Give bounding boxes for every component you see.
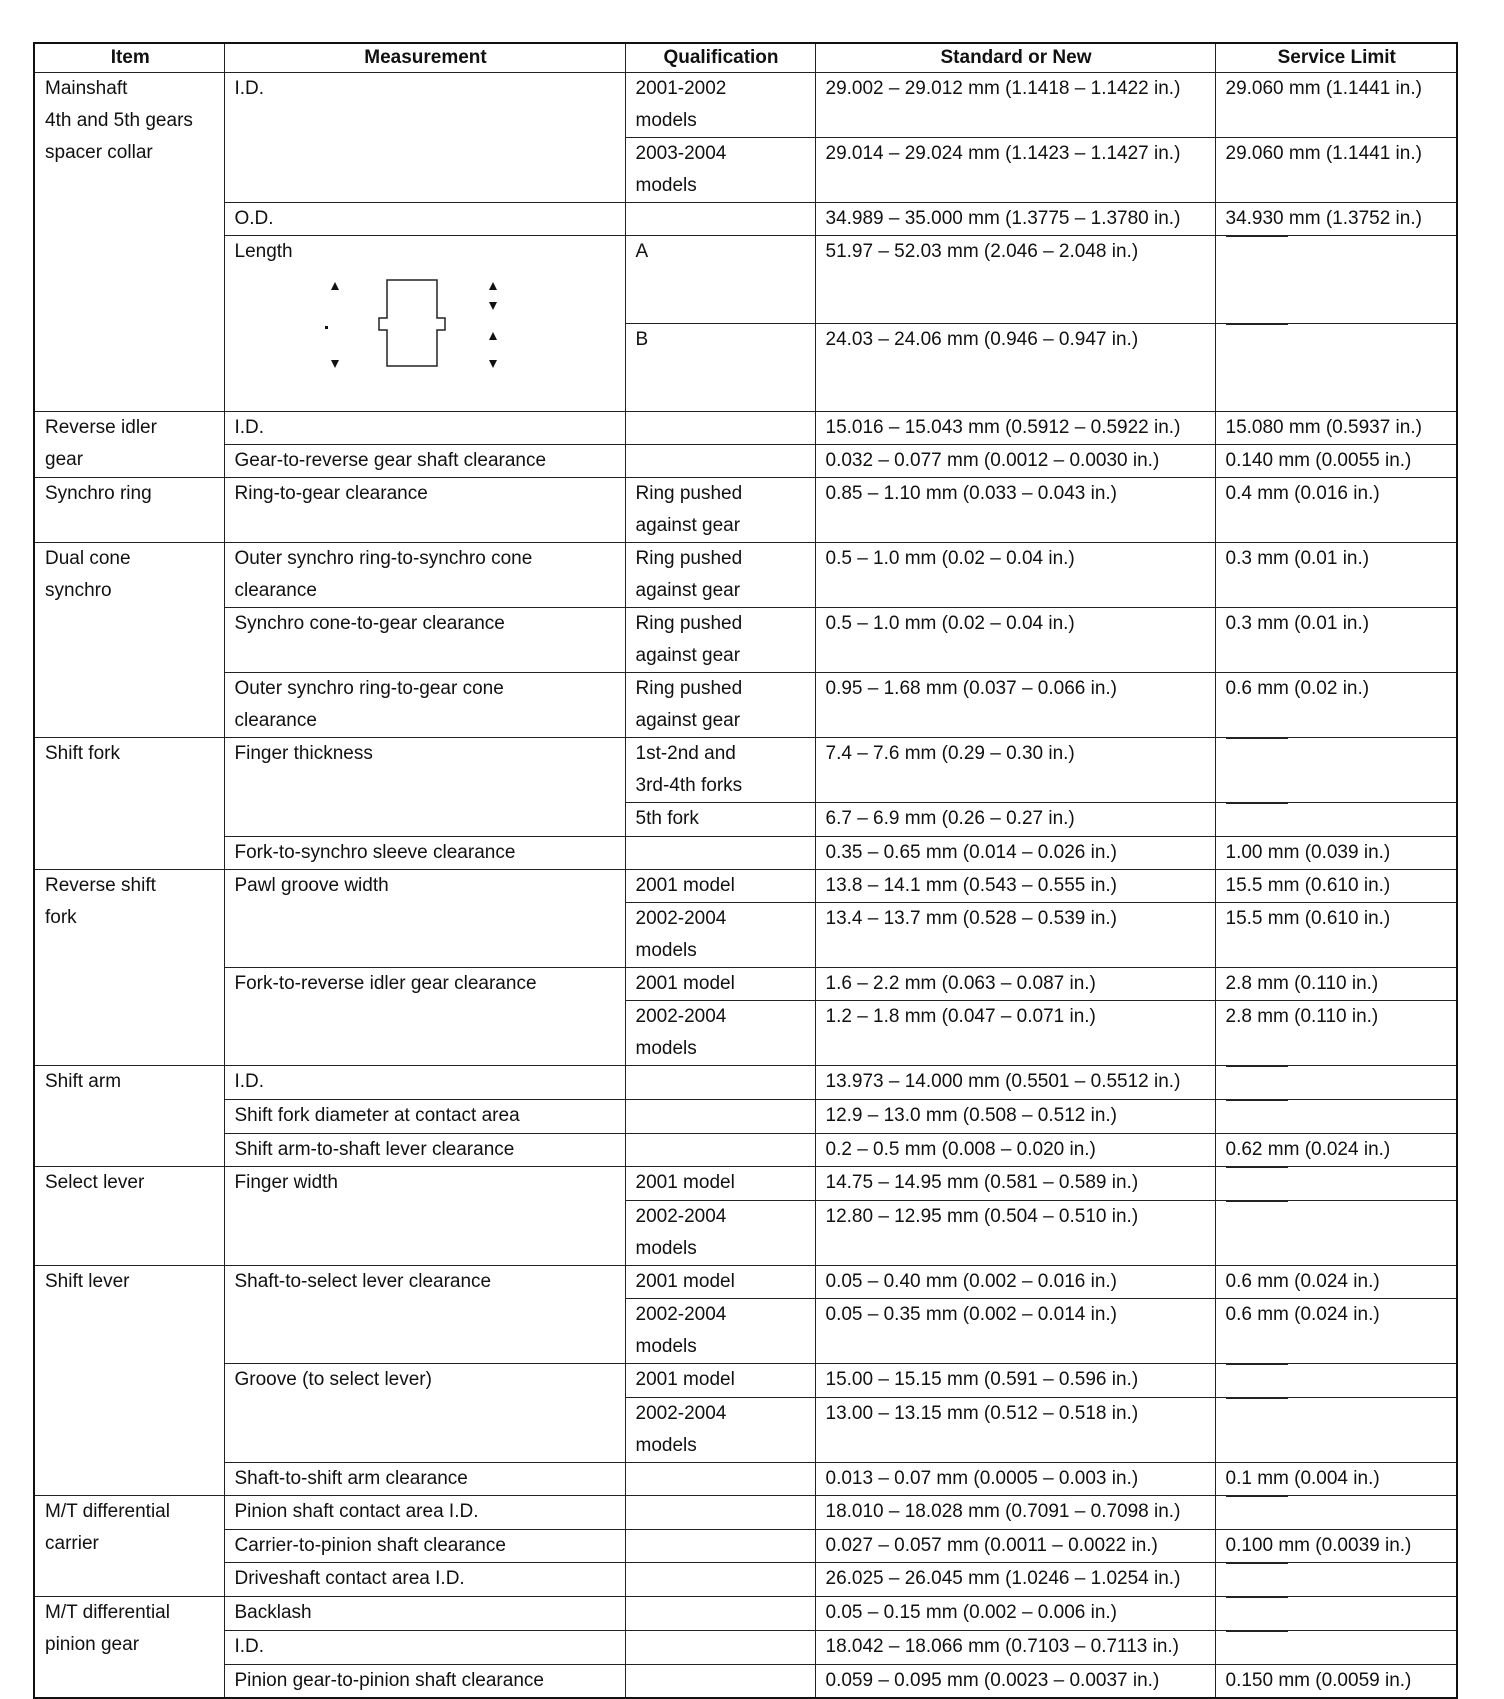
meas-text: Length — [234, 241, 293, 262]
cell-std — [815, 738, 1215, 803]
meas-text: I.D. — [234, 1636, 265, 1657]
table-row — [34, 445, 1457, 478]
table-row — [34, 673, 1457, 738]
std-text: 0.95 – 1.68 mm (0.037 – 0.066 in.) — [825, 678, 1118, 699]
table-row — [34, 412, 1457, 445]
std-text: 13.973 – 14.000 mm (0.5501 – 0.5512 in.) — [825, 1071, 1181, 1092]
cell-std — [815, 1631, 1215, 1665]
lim-text: 2.8 mm (0.110 in.) — [1225, 1006, 1379, 1027]
cell-std — [815, 903, 1215, 968]
lim-text: 0.6 mm (0.02 in.) — [1225, 678, 1370, 699]
table-row — [34, 543, 1457, 608]
cell-std — [815, 412, 1215, 445]
dash-mark — [1226, 803, 1288, 836]
cell-meas — [224, 1134, 625, 1167]
table-row — [34, 1597, 1457, 1631]
std-text: 0.5 – 1.0 mm (0.02 – 0.04 in.) — [825, 613, 1075, 634]
cell-lim — [1215, 1001, 1457, 1066]
cell-lim — [1215, 1100, 1457, 1134]
qual-text: 2003-2004 models — [635, 143, 727, 196]
std-text: 0.05 – 0.15 mm (0.002 – 0.006 in.) — [825, 1602, 1118, 1623]
qual-text: 2002-2004 models — [635, 1006, 727, 1059]
cell-meas — [224, 1496, 625, 1530]
lim-text: 0.140 mm (0.0055 in.) — [1225, 450, 1412, 471]
cell-lim — [1215, 203, 1457, 236]
cell-lim — [1215, 543, 1457, 608]
cell-qual — [625, 203, 815, 236]
cell-qual — [625, 1665, 815, 1699]
cell-item — [34, 478, 224, 543]
dash-mark — [1226, 1398, 1288, 1431]
cell-lim — [1215, 837, 1457, 870]
cell-qual — [625, 1496, 815, 1530]
spec-table — [33, 42, 1458, 1699]
item-text: Shift fork — [45, 743, 120, 764]
cell-meas — [224, 673, 625, 738]
cell-qual — [625, 1066, 815, 1100]
std-text: 29.014 – 29.024 mm (1.1423 – 1.1427 in.) — [825, 143, 1181, 164]
cell-item — [34, 870, 224, 1066]
cell-qual — [625, 543, 815, 608]
collar-diagram-icon — [325, 278, 525, 374]
std-text: 0.5 – 1.0 mm (0.02 – 0.04 in.) — [825, 548, 1075, 569]
cell-lim — [1215, 1463, 1457, 1496]
cell-lim — [1215, 738, 1457, 803]
item-text: Dual cone synchro — [45, 548, 131, 601]
table-row — [34, 1631, 1457, 1665]
cell-std — [815, 445, 1215, 478]
cell-std — [815, 478, 1215, 543]
cell-qual — [625, 1597, 815, 1631]
dash-mark — [1226, 1201, 1288, 1234]
qual-text: Ring pushed against gear — [635, 483, 743, 536]
item-text: Select lever — [45, 1172, 145, 1193]
cell-std — [815, 1167, 1215, 1201]
lim-text: 0.100 mm (0.0039 in.) — [1225, 1535, 1412, 1556]
meas-text: I.D. — [234, 417, 265, 438]
cell-qual — [625, 837, 815, 870]
cell-qual — [625, 1631, 815, 1665]
cell-std — [815, 1563, 1215, 1597]
meas-text: Synchro cone-to-gear clearance — [234, 613, 505, 634]
cell-meas — [224, 543, 625, 608]
cell-qual — [625, 903, 815, 968]
cell-lim — [1215, 1134, 1457, 1167]
cell-lim — [1215, 1496, 1457, 1530]
qual-text: B — [635, 329, 649, 350]
table-row — [34, 1496, 1457, 1530]
cell-std — [815, 203, 1215, 236]
cell-meas — [224, 1530, 625, 1563]
cell-std — [815, 1364, 1215, 1398]
lim-text: 0.4 mm (0.016 in.) — [1225, 483, 1380, 504]
dash-mark — [1226, 1066, 1288, 1099]
std-text: 0.35 – 0.65 mm (0.014 – 0.026 in.) — [825, 842, 1118, 863]
lim-text: 15.080 mm (0.5937 in.) — [1225, 417, 1422, 438]
std-text: 14.75 – 14.95 mm (0.581 – 0.589 in.) — [825, 1172, 1139, 1193]
header-row — [34, 43, 1457, 73]
cell-qual — [625, 324, 815, 412]
std-text: 13.8 – 14.1 mm (0.543 – 0.555 in.) — [825, 875, 1118, 896]
cell-qual — [625, 1463, 815, 1496]
cell-std — [815, 1597, 1215, 1631]
cell-std — [815, 608, 1215, 673]
cell-lim — [1215, 1530, 1457, 1563]
std-text: 1.2 – 1.8 mm (0.047 – 0.071 in.) — [825, 1006, 1096, 1027]
cell-qual — [625, 1299, 815, 1364]
cell-lim — [1215, 608, 1457, 673]
cell-meas — [224, 478, 625, 543]
table-row — [34, 1665, 1457, 1699]
std-text: 0.013 – 0.07 mm (0.0005 – 0.003 in.) — [825, 1468, 1139, 1489]
table-row — [34, 1364, 1457, 1398]
dash-mark — [1226, 1100, 1288, 1133]
cell-lim — [1215, 1266, 1457, 1299]
meas-text: Gear-to-reverse gear shaft clearance — [234, 450, 547, 471]
cell-item — [34, 1496, 224, 1597]
cell-lim — [1215, 412, 1457, 445]
meas-text: Shaft-to-select lever clearance — [234, 1271, 492, 1292]
dash-mark — [1226, 236, 1288, 269]
table-row — [34, 1167, 1457, 1201]
std-text: 0.032 – 0.077 mm (0.0012 – 0.0030 in.) — [825, 450, 1160, 471]
cell-lim — [1215, 1066, 1457, 1100]
cell-lim — [1215, 1398, 1457, 1463]
std-text: 0.05 – 0.35 mm (0.002 – 0.014 in.) — [825, 1304, 1118, 1325]
header-measurement: Measurement — [224, 43, 625, 73]
qual-text: 2002-2004 models — [635, 1206, 727, 1259]
table-row — [34, 968, 1457, 1001]
table-row — [34, 608, 1457, 673]
cell-lim — [1215, 1364, 1457, 1398]
cell-std — [815, 1665, 1215, 1699]
lim-text: 1.00 mm (0.039 in.) — [1225, 842, 1391, 863]
item-text: Mainshaft 4th and 5th gears spacer collar — [45, 78, 193, 163]
std-text: 18.042 – 18.066 mm (0.7103 – 0.7113 in.) — [825, 1636, 1180, 1657]
cell-meas — [224, 445, 625, 478]
cell-meas — [224, 1364, 625, 1463]
table-row — [34, 837, 1457, 870]
cell-lim — [1215, 1201, 1457, 1266]
std-text: 0.059 – 0.095 mm (0.0023 – 0.0037 in.) — [825, 1670, 1160, 1691]
meas-text: Pinion shaft contact area I.D. — [234, 1501, 479, 1522]
cell-std — [815, 1066, 1215, 1100]
qual-text: 2001 model — [635, 1172, 735, 1193]
std-text: 12.9 – 13.0 mm (0.508 – 0.512 in.) — [825, 1105, 1118, 1126]
cell-qual — [625, 138, 815, 203]
item-text: Reverse idler gear — [45, 417, 157, 470]
table-row — [34, 1066, 1457, 1100]
table-row — [34, 870, 1457, 903]
cell-std — [815, 1100, 1215, 1134]
qual-text: Ring pushed against gear — [635, 613, 743, 666]
header-service-limit: Service Limit — [1215, 43, 1457, 73]
std-text: 34.989 – 35.000 mm (1.3775 – 1.3780 in.) — [825, 208, 1181, 229]
lim-text: 0.6 mm (0.024 in.) — [1225, 1304, 1380, 1325]
cell-qual — [625, 478, 815, 543]
cell-qual — [625, 445, 815, 478]
cell-lim — [1215, 803, 1457, 837]
meas-text: Backlash — [234, 1602, 312, 1623]
cell-lim — [1215, 478, 1457, 543]
item-text: Shift arm — [45, 1071, 122, 1092]
table-row — [34, 478, 1457, 543]
cell-std — [815, 673, 1215, 738]
item-text: Reverse shift fork — [45, 875, 156, 928]
meas-text: Shift arm-to-shaft lever clearance — [234, 1139, 515, 1160]
cell-lim — [1215, 673, 1457, 738]
cell-std — [815, 1201, 1215, 1266]
cell-meas — [224, 608, 625, 673]
cell-meas — [224, 1665, 625, 1699]
cell-std — [815, 837, 1215, 870]
dash-mark — [1226, 1597, 1288, 1630]
meas-text: Pawl groove width — [234, 875, 389, 896]
cell-lim — [1215, 1597, 1457, 1631]
cell-std — [815, 1001, 1215, 1066]
cell-std — [815, 803, 1215, 837]
cell-meas — [224, 73, 625, 203]
table-row — [34, 1463, 1457, 1496]
cell-meas — [224, 1167, 625, 1266]
std-text: 1.6 – 2.2 mm (0.063 – 0.087 in.) — [825, 973, 1096, 994]
std-text: 0.05 – 0.40 mm (0.002 – 0.016 in.) — [825, 1271, 1118, 1292]
cell-lim — [1215, 903, 1457, 968]
std-text: 26.025 – 26.045 mm (1.0246 – 1.0254 in.) — [825, 1568, 1181, 1589]
cell-meas — [224, 870, 625, 968]
table-row — [34, 738, 1457, 803]
dash-mark — [1226, 1631, 1288, 1664]
cell-item — [34, 73, 224, 412]
meas-text: Outer synchro ring-to-synchro cone clearance — [234, 548, 533, 601]
std-text: 24.03 – 24.06 mm (0.946 – 0.947 in.) — [825, 329, 1139, 350]
meas-text: Pinion gear-to-pinion shaft clearance — [234, 1670, 544, 1691]
cell-meas — [224, 1100, 625, 1134]
cell-meas — [224, 1631, 625, 1665]
header-item: Item — [34, 43, 224, 73]
std-text: 7.4 – 7.6 mm (0.29 – 0.30 in.) — [825, 743, 1075, 764]
lim-text: 0.6 mm (0.024 in.) — [1225, 1271, 1380, 1292]
cell-lim — [1215, 870, 1457, 903]
cell-item — [34, 1597, 224, 1699]
cell-qual — [625, 236, 815, 324]
item-text: M/T differential pinion gear — [45, 1602, 170, 1655]
cell-item — [34, 543, 224, 738]
cell-qual — [625, 803, 815, 837]
meas-text: Carrier-to-pinion shaft clearance — [234, 1535, 506, 1556]
qual-text: 2001-2002 models — [635, 78, 727, 131]
lim-text: 2.8 mm (0.110 in.) — [1225, 973, 1379, 994]
meas-text: Finger thickness — [234, 743, 373, 764]
cell-std — [815, 1266, 1215, 1299]
cell-qual — [625, 738, 815, 803]
meas-text: Fork-to-synchro sleeve clearance — [234, 842, 516, 863]
cell-lim — [1215, 1167, 1457, 1201]
qual-text: 2001 model — [635, 875, 735, 896]
cell-meas — [224, 1563, 625, 1597]
cell-qual — [625, 1398, 815, 1463]
cell-item — [34, 1066, 224, 1167]
cell-meas — [224, 968, 625, 1066]
cell-item — [34, 738, 224, 870]
cell-lim — [1215, 1299, 1457, 1364]
item-text: M/T differential carrier — [45, 1501, 170, 1554]
cell-qual — [625, 1530, 815, 1563]
std-text: 0.2 – 0.5 mm (0.008 – 0.020 in.) — [825, 1139, 1096, 1160]
qual-text: Ring pushed against gear — [635, 678, 743, 731]
cell-qual — [625, 1364, 815, 1398]
qual-text: Ring pushed against gear — [635, 548, 743, 601]
cell-qual — [625, 1001, 815, 1066]
cell-std — [815, 870, 1215, 903]
cell-lim — [1215, 1631, 1457, 1665]
table-row — [34, 236, 1457, 324]
std-text: 12.80 – 12.95 mm (0.504 – 0.510 in.) — [825, 1206, 1139, 1227]
table-row — [34, 1100, 1457, 1134]
cell-item — [34, 412, 224, 478]
meas-text: O.D. — [234, 208, 274, 229]
dash-mark — [1226, 1563, 1288, 1596]
std-text: 0.027 – 0.057 mm (0.0011 – 0.0022 in.) — [825, 1535, 1158, 1556]
lim-text: 0.3 mm (0.01 in.) — [1225, 613, 1370, 634]
dash-mark — [1226, 1167, 1288, 1200]
qual-text: 2002-2004 models — [635, 908, 727, 961]
cell-lim — [1215, 1665, 1457, 1699]
qual-text: 5th fork — [635, 808, 699, 829]
cell-meas — [224, 738, 625, 837]
std-text: 15.016 – 15.043 mm (0.5912 – 0.5922 in.) — [825, 417, 1181, 438]
cell-std — [815, 236, 1215, 324]
cell-meas — [224, 1066, 625, 1100]
dash-mark — [1226, 1364, 1288, 1397]
cell-qual — [625, 1167, 815, 1201]
std-text: 15.00 – 15.15 mm (0.591 – 0.596 in.) — [825, 1369, 1139, 1390]
cell-item — [34, 1167, 224, 1266]
cell-std — [815, 1299, 1215, 1364]
meas-text: Fork-to-reverse idler gear clearance — [234, 973, 537, 994]
table-row — [34, 1563, 1457, 1597]
cell-meas — [224, 1597, 625, 1631]
table-row — [34, 73, 1457, 138]
meas-text: I.D. — [234, 1071, 265, 1092]
cell-meas — [224, 236, 625, 412]
std-text: 18.010 – 18.028 mm (0.7091 – 0.7098 in.) — [825, 1501, 1181, 1522]
std-text: 13.00 – 13.15 mm (0.512 – 0.518 in.) — [825, 1403, 1139, 1424]
cell-qual — [625, 870, 815, 903]
cell-qual — [625, 968, 815, 1001]
header-standard: Standard or New — [815, 43, 1215, 73]
std-text: 51.97 – 52.03 mm (2.046 – 2.048 in.) — [825, 241, 1139, 262]
table-row — [34, 1134, 1457, 1167]
lim-text: 34.930 mm (1.3752 in.) — [1225, 208, 1422, 229]
std-text: 6.7 – 6.9 mm (0.26 – 0.27 in.) — [825, 808, 1075, 829]
qual-text: 2001 model — [635, 973, 735, 994]
cell-lim — [1215, 138, 1457, 203]
cell-qual — [625, 412, 815, 445]
cell-std — [815, 73, 1215, 138]
meas-text: Outer synchro ring-to-gear cone clearance — [234, 678, 504, 731]
meas-text: Shaft-to-shift arm clearance — [234, 1468, 468, 1489]
item-text: Synchro ring — [45, 483, 152, 504]
table-row — [34, 203, 1457, 236]
lim-text: 15.5 mm (0.610 in.) — [1225, 875, 1391, 896]
cell-lim — [1215, 73, 1457, 138]
table-row — [34, 1530, 1457, 1563]
qual-text: 2002-2004 models — [635, 1403, 727, 1456]
cell-std — [815, 543, 1215, 608]
qual-text: 2002-2004 models — [635, 1304, 727, 1357]
cell-item — [34, 1266, 224, 1496]
table-row — [34, 1266, 1457, 1299]
cell-meas — [224, 1463, 625, 1496]
lim-text: 15.5 mm (0.610 in.) — [1225, 908, 1391, 929]
lim-text: 0.3 mm (0.01 in.) — [1225, 548, 1370, 569]
meas-text: Driveshaft contact area I.D. — [234, 1568, 465, 1589]
cell-lim — [1215, 968, 1457, 1001]
std-text: 0.85 – 1.10 mm (0.033 – 0.043 in.) — [825, 483, 1118, 504]
meas-text: Shift fork diameter at contact area — [234, 1105, 520, 1126]
cell-qual — [625, 1563, 815, 1597]
cell-qual — [625, 1201, 815, 1266]
cell-lim — [1215, 324, 1457, 412]
dash-mark — [1226, 324, 1288, 357]
lim-text: 29.060 mm (1.1441 in.) — [1225, 78, 1422, 99]
header-qualification: Qualification — [625, 43, 815, 73]
cell-lim — [1215, 445, 1457, 478]
lim-text: 29.060 mm (1.1441 in.) — [1225, 143, 1422, 164]
cell-meas — [224, 837, 625, 870]
cell-qual — [625, 608, 815, 673]
lim-text: 0.62 mm (0.024 in.) — [1225, 1139, 1391, 1160]
cell-qual — [625, 1134, 815, 1167]
std-text: 13.4 – 13.7 mm (0.528 – 0.539 in.) — [825, 908, 1118, 929]
qual-text: 2001 model — [635, 1369, 735, 1390]
qual-text: 2001 model — [635, 1271, 735, 1292]
cell-meas — [224, 1266, 625, 1364]
meas-text: Groove (to select lever) — [234, 1369, 432, 1390]
cell-meas — [224, 203, 625, 236]
std-text: 29.002 – 29.012 mm (1.1418 – 1.1422 in.) — [825, 78, 1181, 99]
cell-meas — [224, 412, 625, 445]
meas-text: I.D. — [234, 78, 265, 99]
spec-body — [34, 73, 1457, 1699]
cell-qual — [625, 1100, 815, 1134]
cell-std — [815, 1530, 1215, 1563]
cell-qual — [625, 73, 815, 138]
qual-text: 1st-2nd and 3rd-4th forks — [635, 743, 743, 796]
cell-std — [815, 1398, 1215, 1463]
lim-text: 0.150 mm (0.0059 in.) — [1225, 1670, 1412, 1691]
qual-text: A — [635, 241, 649, 262]
cell-std — [815, 1496, 1215, 1530]
cell-qual — [625, 1266, 815, 1299]
cell-std — [815, 138, 1215, 203]
cell-std — [815, 968, 1215, 1001]
cell-lim — [1215, 1563, 1457, 1597]
cell-qual — [625, 673, 815, 738]
dash-mark — [1226, 738, 1288, 771]
cell-std — [815, 324, 1215, 412]
item-text: Shift lever — [45, 1271, 130, 1292]
cell-std — [815, 1134, 1215, 1167]
cell-std — [815, 1463, 1215, 1496]
cell-lim — [1215, 236, 1457, 324]
meas-text: Finger width — [234, 1172, 338, 1193]
dash-mark — [1226, 1496, 1288, 1529]
meas-text: Ring-to-gear clearance — [234, 483, 428, 504]
lim-text: 0.1 mm (0.004 in.) — [1225, 1468, 1380, 1489]
